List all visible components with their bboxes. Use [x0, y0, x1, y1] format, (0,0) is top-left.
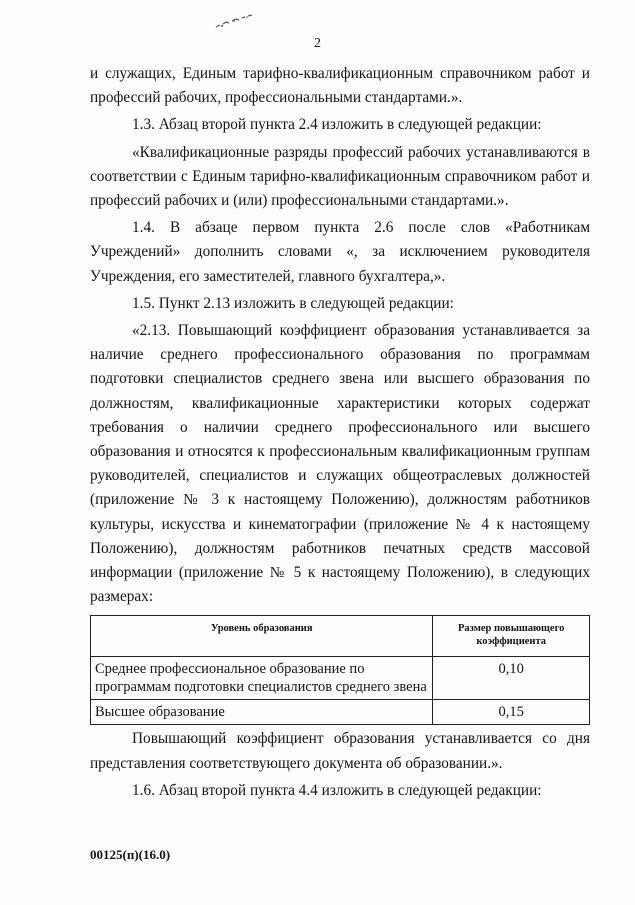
table-row [91, 700, 590, 725]
cell-education-level: Среднее профессиональное образование по программам подготовки специалистов среднего звена [91, 657, 433, 700]
page-number: 2 [314, 36, 321, 51]
paragraph-1-3: 1.3. Абзац второй пункта 2.4 изложить в следующей редакции: [132, 116, 542, 134]
coefficient-table [90, 615, 590, 725]
cell-coefficient: 0,15 [433, 700, 590, 725]
table-row [91, 657, 590, 700]
paragraph-1-6: 1.6. Абзац второй пункта 4.4 изложить в следующей редакции: [132, 781, 542, 799]
scan-artifact [214, 12, 258, 30]
paragraph-continuation: и служащих, Единым тарифно-квалификационным справочником работ и профессий рабочих, профессиональными стандартами.». [90, 65, 590, 107]
paragraph-1-4: 1.4. В абзаце первом пункта 2.6 после слов «Работникам Учреждений» дополнить словами «, за исключением руководителя Учреждения, его заместителей, главного бухгалтера,». [90, 219, 590, 285]
paragraph-1-3-quote: «Квалификационные разряды профессий рабочих устанавливаются в соответствии с Единым тарифно-квалификационным справочником работ и профессий рабочих и (или) профессиональными стандартами.». [90, 143, 590, 210]
document-body [90, 62, 590, 806]
cell-coefficient: 0,10 [433, 657, 590, 700]
paragraph-after-table: Повышающий коэффициент образования устанавливается со дня представления соответствующего документа об образовании.». [90, 730, 590, 772]
cell-education-level: Высшее образование [91, 700, 433, 725]
table-header-row [91, 616, 590, 657]
document-code: 00125(п)(16.0) [90, 847, 171, 862]
header-coefficient: Размер повышающего коэффициента [433, 616, 590, 657]
paragraph-1-5: 1.5. Пункт 2.13 изложить в следующей редакции: [132, 294, 454, 312]
header-education-level: Уровень образования [91, 616, 433, 657]
paragraph-2-13: «2.13. Повышающий коэффициент образования устанавливается за наличие среднего профессионального образования по программам подготовки специалистов среднего звена или высшего образования по должностям, квалификационные характеристики которых содержат требования о наличии среднего профессионального или высшего образования и относятся к профессиональным квалификационным группам руководителей, специалистов и служащих общеотраслевых должностей (приложение № 3 к настоящему Положению), должностям работников культуры, искусства и кинематографии (приложение № 4 к настоящему Положению), должностям работников печатных средств массовой информации (приложение № 5 к настоящему Положению), в следующих размерах: [90, 322, 590, 606]
